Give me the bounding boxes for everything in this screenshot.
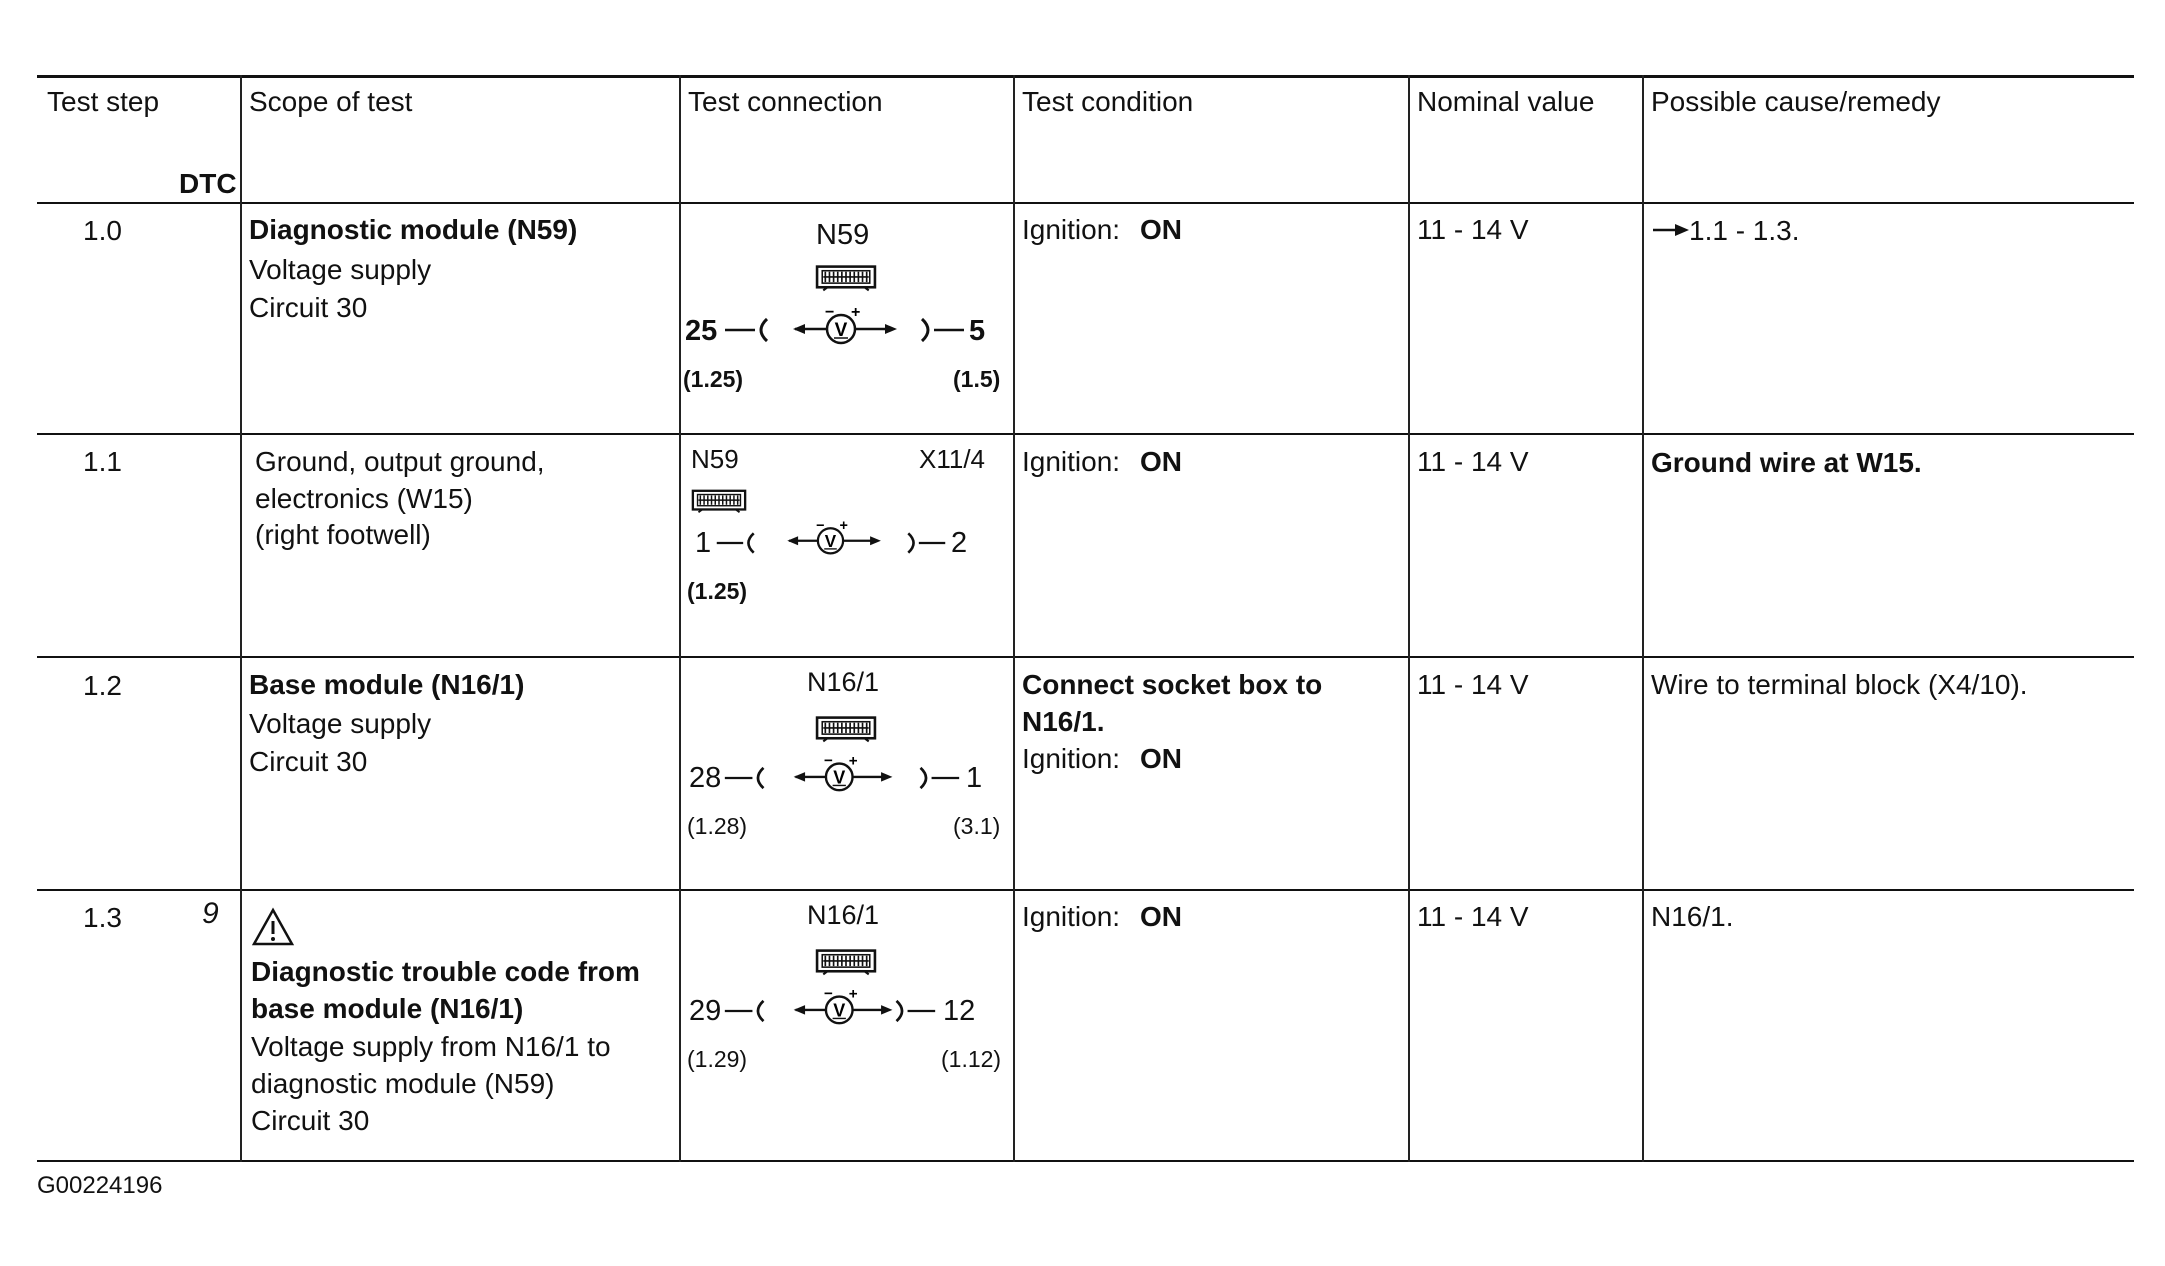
row-2-nominal: 11 - 14 V [1417,446,1529,477]
row-3-module-label: N16/1 [807,667,880,697]
row-rule-3 [37,889,2134,891]
row-3-condition-pre-line2: N16/1. [1022,706,1105,737]
socket-left-icon [715,529,759,557]
row-3-scope-title: Base module (N16/1) [249,669,525,700]
row-3-pin-left: 28 [689,762,722,794]
row-1-nominal: 11 - 14 V [1417,214,1529,245]
row-3-condition-pre-line1: Connect socket box to [1022,669,1323,700]
row-4-step: 1.3 [83,902,122,933]
row-1-pin-left: 25 [685,315,718,347]
col-rule-5 [1642,75,1644,1162]
right-arrow-icon [1651,223,1691,237]
col-rule-1 [240,75,242,1162]
connector-icon [815,714,877,746]
row-2-condition-label: Ignition: [1022,446,1121,477]
voltmeter-icon [791,756,897,794]
table-bottom-rule [37,1160,2134,1162]
row-2-step: 1.1 [83,446,122,477]
row-3-ref-right: (3.1) [953,813,1001,839]
row-1-scope-line2: Voltage supply [249,254,432,285]
row-3-remedy: Wire to terminal block (X4/10). [1651,669,2028,700]
row-4-pin-left: 29 [689,995,722,1027]
row-2-scope-line2: electronics (W15) [255,483,473,514]
header-condition: Test condition [1022,86,1194,117]
col-rule-4 [1408,75,1410,1162]
row-2-test-connection [681,435,1013,656]
row-1-ref-right: (1.5) [953,366,1001,392]
header-remedy: Possible cause/remedy [1651,86,1941,117]
row-2-condition-value: ON [1140,446,1182,477]
test-table [37,75,2134,1162]
row-1-test-connection [681,203,1013,433]
row-2-ref-left: (1.25) [687,578,748,604]
row-1-condition-value: ON [1140,214,1182,245]
header-test-step: Test step [47,86,160,117]
row-1-ref-left: (1.25) [683,366,744,392]
connector-icon [815,263,877,295]
row-3-step: 1.2 [83,670,122,701]
row-3-scope-line3: Circuit 30 [249,746,368,777]
row-4-scope-line3: Voltage supply from N16/1 to [251,1031,611,1062]
header-bottom-rule [37,202,2134,204]
socket-right-icon [915,764,961,792]
row-3-nominal: 11 - 14 V [1417,669,1529,700]
row-rule-1 [37,433,2134,435]
row-4-dtc: 9 [202,897,219,930]
row-4-remedy: N16/1. [1651,901,1734,932]
row-1-remedy: 1.1 - 1.3. [1689,215,1800,246]
row-1-module-label: N59 [816,219,870,251]
row-2-pin-left: 1 [695,527,712,559]
row-3-condition-label: Ignition: [1022,743,1121,774]
row-4-test-connection [681,891,1013,1160]
connector-icon [691,487,747,517]
header-nominal: Nominal value [1417,86,1595,117]
row-4-scope-line5: Circuit 30 [251,1105,370,1136]
row-3-condition-value: ON [1140,743,1182,774]
socket-left-icon [723,997,769,1025]
row-4-ref-left: (1.29) [687,1046,748,1072]
voltmeter-icon [791,307,901,347]
row-1-scope-title: Diagnostic module (N59) [249,214,578,245]
connector-icon [815,947,877,979]
row-4-scope-title-line2: base module (N16/1) [251,993,524,1024]
row-3-ref-left: (1.28) [687,813,748,839]
socket-right-icon [891,997,937,1025]
voltmeter-icon [785,521,885,557]
row-4-scope-line4: diagnostic module (N59) [251,1068,555,1099]
row-4-scope-title-line1: Diagnostic trouble code from [251,956,640,987]
voltmeter-icon [791,989,897,1027]
row-2-scope-line3: (right footwell) [255,519,431,550]
table-top-rule [37,75,2134,78]
warning-triangle-icon [251,907,295,947]
socket-right-icon [916,315,966,345]
row-1-condition-label: Ignition: [1022,214,1121,245]
row-4-nominal: 11 - 14 V [1417,901,1529,932]
row-1-step: 1.0 [83,215,122,246]
row-3-test-connection [681,658,1013,889]
row-2-pin-right: 2 [951,527,968,559]
header-dtc: DTC [179,168,237,199]
socket-left-icon [723,315,773,345]
socket-right-icon [903,529,947,557]
header-connection: Test connection [688,86,883,117]
row-2-module-label: N59 [691,444,739,474]
header-scope: Scope of test [249,86,413,117]
row-4-condition-value: ON [1140,901,1182,932]
figure-id: G00224196 [37,1172,163,1199]
socket-left-icon [723,764,769,792]
row-3-pin-right: 1 [966,762,983,794]
row-4-pin-right: 12 [943,995,976,1027]
row-1-scope-line3: Circuit 30 [249,292,368,323]
row-1-pin-right: 5 [969,315,986,347]
row-4-module-label: N16/1 [807,900,880,930]
row-4-ref-right: (1.12) [941,1046,1002,1072]
row-3-scope-line2: Voltage supply [249,708,432,739]
row-2-scope-line1: Ground, output ground, [255,446,545,477]
row-2-module2-label: X11/4 [919,444,986,474]
row-4-condition-label: Ignition: [1022,901,1121,932]
row-2-remedy: Ground wire at W15. [1651,447,1922,478]
row-rule-2 [37,656,2134,658]
col-rule-3 [1013,75,1015,1162]
